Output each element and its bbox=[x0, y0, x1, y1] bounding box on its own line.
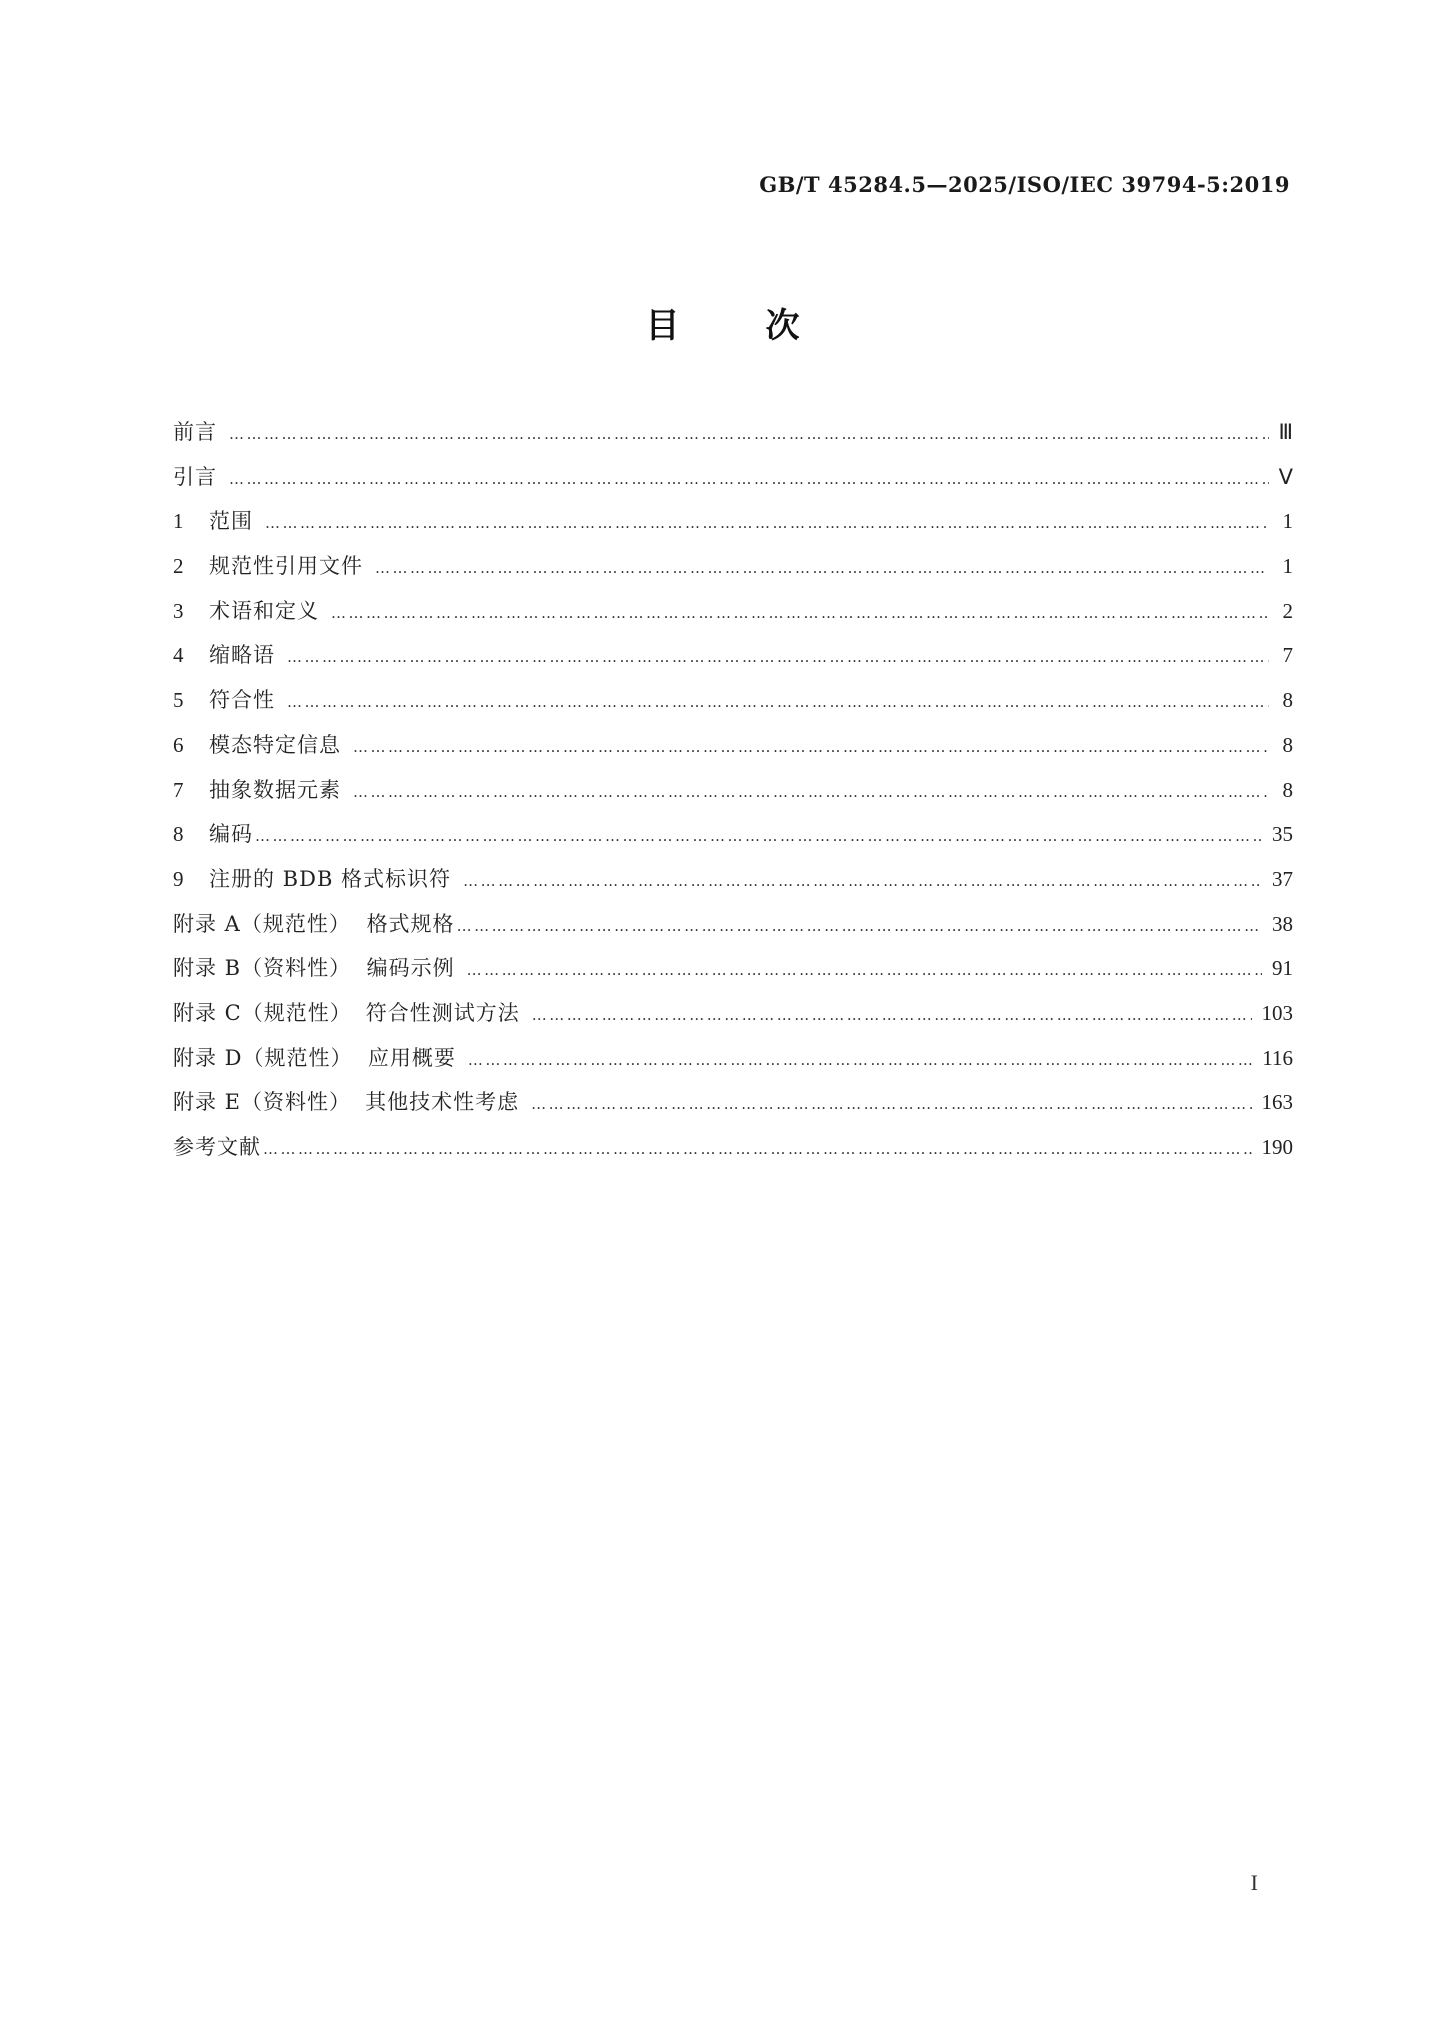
toc-entry-page: 8 bbox=[1282, 732, 1293, 757]
toc-entry-prefix: 附录 C（规范性） bbox=[173, 1000, 352, 1025]
toc-entry-title: 编码示例 bbox=[366, 956, 455, 981]
toc-entry-title: 引言 bbox=[173, 464, 217, 489]
toc-leader-dots bbox=[265, 501, 1269, 546]
toc-entry-title: 模态特定信息 bbox=[209, 732, 341, 757]
toc-entry-annex-c[interactable] bbox=[173, 991, 1293, 1036]
toc-entry-page: 38 bbox=[1272, 911, 1293, 936]
toc-entry-number: 2 bbox=[173, 554, 184, 579]
toc-entry-section-9[interactable] bbox=[173, 857, 1293, 902]
toc-entry-number: 9 bbox=[173, 866, 184, 891]
toc-leader-dots bbox=[457, 904, 1262, 949]
toc-entry-annex-b[interactable] bbox=[173, 946, 1293, 991]
toc-entry-number: 1 bbox=[173, 509, 184, 534]
toc-leader-dots bbox=[467, 948, 1262, 993]
toc-entry-title: 格式规格 bbox=[366, 911, 455, 936]
toc-entry-page: 2 bbox=[1282, 598, 1293, 623]
toc-leader-dots bbox=[463, 859, 1262, 904]
toc-leader-dots bbox=[353, 770, 1269, 815]
toc-entry-title: 符合性测试方法 bbox=[365, 1000, 520, 1025]
toc-entry-page: Ⅲ bbox=[1278, 420, 1293, 444]
toc-entry-title: 其他技术性考虑 bbox=[365, 1090, 520, 1115]
toc-leader-dots bbox=[468, 1038, 1252, 1083]
toc-entry-title: 编码 bbox=[209, 822, 253, 847]
toc-entry-section-4[interactable] bbox=[173, 633, 1293, 678]
standard-code: GB/T 45284.5—2025/ISO/IEC 39794-5:2019 bbox=[759, 172, 1290, 197]
toc-entry-page: 1 bbox=[1282, 554, 1293, 579]
toc-entry-number: 5 bbox=[173, 688, 184, 713]
toc-entry-title: 术语和定义 bbox=[209, 598, 319, 623]
toc-entry-title: 参考文献 bbox=[173, 1135, 261, 1159]
toc-entry-title: 前言 bbox=[173, 420, 217, 444]
toc-entry-title: 抽象数据元素 bbox=[209, 777, 341, 802]
toc-entry-page: 1 bbox=[1282, 509, 1293, 534]
toc-entry-title: 缩略语 bbox=[209, 643, 275, 668]
title-char-2: 次 bbox=[765, 306, 800, 346]
toc-entry-section-1[interactable] bbox=[173, 499, 1293, 544]
toc-entry-page: Ⅴ bbox=[1278, 464, 1293, 489]
toc-entry-title: 符合性 bbox=[209, 688, 275, 713]
toc-leader-dots bbox=[229, 457, 1269, 502]
toc-entry-number: 6 bbox=[173, 732, 184, 757]
toc-entry-annex-d[interactable] bbox=[173, 1036, 1293, 1081]
toc-entry-annex-e[interactable] bbox=[173, 1080, 1293, 1125]
title-char-1: 目 bbox=[645, 306, 680, 346]
toc-leader-dots bbox=[353, 725, 1269, 770]
toc-entry-page: 35 bbox=[1272, 822, 1293, 847]
toc-entry-page: 8 bbox=[1282, 688, 1293, 713]
toc-entry-page: 116 bbox=[1262, 1045, 1293, 1070]
toc-entry-title: 范围 bbox=[209, 509, 253, 534]
toc-leader-dots bbox=[375, 546, 1269, 591]
toc-entry-bibliography[interactable] bbox=[173, 1125, 1293, 1170]
toc-entry-foreword[interactable] bbox=[173, 410, 1293, 455]
toc-entry-section-8[interactable] bbox=[173, 812, 1293, 857]
toc-entry-page: 91 bbox=[1272, 956, 1293, 981]
toc-leader-dots bbox=[531, 1082, 1251, 1127]
toc-entry-section-5[interactable] bbox=[173, 678, 1293, 723]
page-title bbox=[0, 298, 1445, 347]
toc-entry-section-2[interactable] bbox=[173, 544, 1293, 589]
toc-entry-page: 37 bbox=[1272, 866, 1293, 891]
toc-entry-introduction[interactable] bbox=[173, 455, 1293, 500]
toc-entry-prefix: 附录 D（规范性） bbox=[173, 1045, 353, 1070]
toc-entry-section-3[interactable] bbox=[173, 589, 1293, 634]
toc-entry-number: 7 bbox=[173, 777, 184, 802]
page-number: I bbox=[1250, 1870, 1258, 1895]
toc-entry-title: 应用概要 bbox=[367, 1045, 456, 1070]
toc-entry-number: 8 bbox=[173, 822, 184, 847]
toc-leader-dots bbox=[229, 412, 1269, 457]
toc-leader-dots bbox=[287, 635, 1269, 680]
toc-entry-number: 3 bbox=[173, 598, 184, 623]
toc-entry-prefix: 附录 A（规范性） bbox=[173, 911, 351, 936]
toc-entry-annex-a[interactable] bbox=[173, 902, 1293, 947]
toc-entry-page: 190 bbox=[1261, 1135, 1293, 1159]
toc-leader-dots bbox=[255, 814, 1262, 859]
toc-entry-title: 规范性引用文件 bbox=[209, 554, 363, 579]
toc-entry-page: 163 bbox=[1261, 1090, 1293, 1115]
toc-entry-page: 8 bbox=[1282, 777, 1293, 802]
toc-leader-dots bbox=[331, 591, 1269, 636]
toc-entry-prefix: 附录 B（资料性） bbox=[173, 956, 352, 981]
toc-entry-number: 4 bbox=[173, 643, 184, 668]
toc-entry-section-7[interactable] bbox=[173, 768, 1293, 813]
toc-leader-dots bbox=[263, 1127, 1252, 1172]
table-of-contents bbox=[173, 410, 1293, 1170]
toc-leader-dots bbox=[287, 680, 1269, 725]
toc-entry-section-6[interactable] bbox=[173, 723, 1293, 768]
toc-entry-page: 7 bbox=[1282, 643, 1293, 668]
toc-entry-prefix: 附录 E（资料性） bbox=[173, 1090, 352, 1115]
toc-entry-page: 103 bbox=[1261, 1000, 1293, 1025]
toc-leader-dots bbox=[532, 993, 1252, 1038]
toc-entry-title: 注册的 BDB 格式标识符 bbox=[209, 866, 452, 891]
